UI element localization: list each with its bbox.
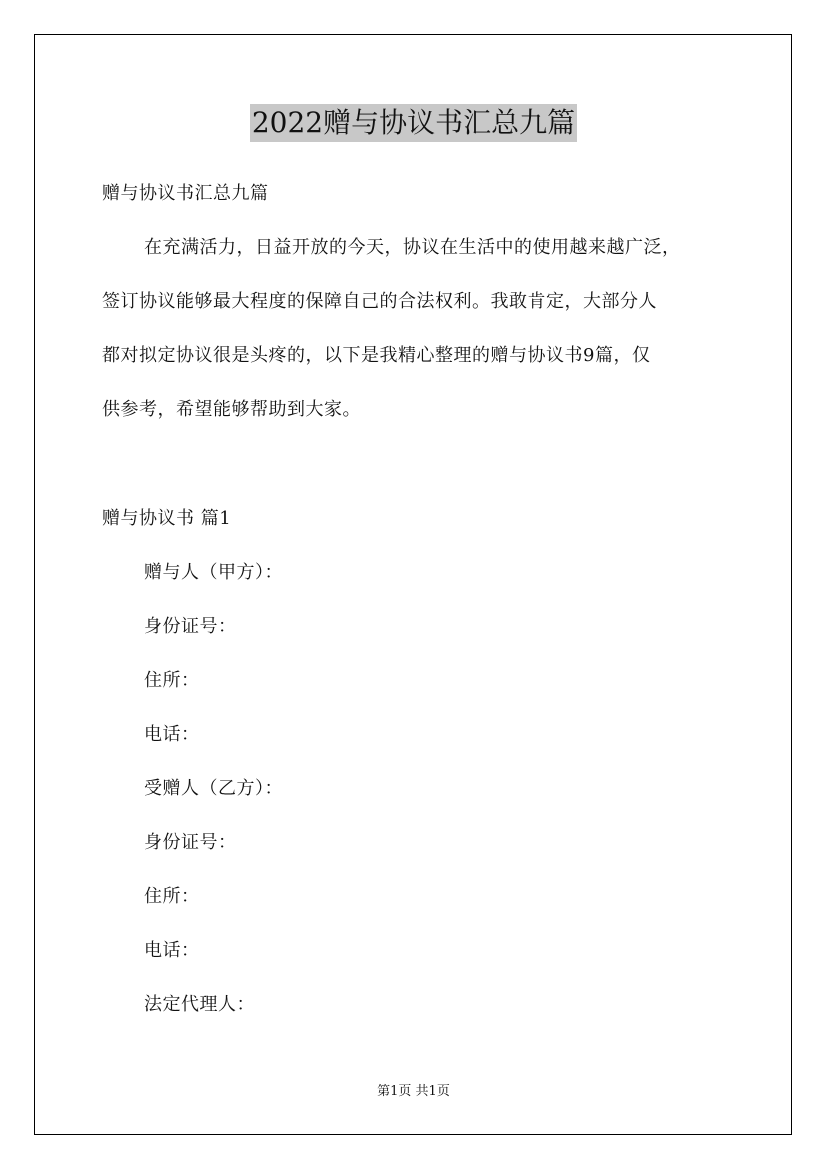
intro-line: 在充满活力，日益开放的今天，协议在生活中的使用越来越广泛，: [144, 237, 681, 258]
field-label: 身份证号：: [144, 616, 237, 637]
document-subtitle: 赠与协议书汇总九篇: [102, 183, 269, 204]
section-heading: 赠与协议书 篇1: [102, 508, 232, 529]
field-label: 住所：: [144, 670, 200, 691]
intro-line: 都对拟定协议很是头疼的，以下是我精心整理的赠与协议书9篇，仅: [102, 345, 651, 366]
field-label: 电话：: [144, 940, 200, 961]
field-label: 住所：: [144, 886, 200, 907]
field-label: 受赠人（乙方）：: [144, 778, 283, 799]
field-label: 电话：: [144, 724, 200, 745]
intro-line: 供参考，希望能够帮助到大家。: [102, 399, 361, 420]
page-footer: 第1页 共1页: [377, 1084, 450, 1099]
intro-line: 签订协议能够最大程度的保障自己的合法权利。我敢肯定，大部分人: [102, 291, 657, 312]
field-label: 赠与人（甲方）：: [144, 562, 283, 583]
field-label: 法定代理人：: [144, 994, 255, 1015]
field-label: 身份证号：: [144, 832, 237, 853]
title-container: [0, 104, 827, 142]
document-title: 2022赠与协议书汇总九篇: [250, 104, 577, 142]
